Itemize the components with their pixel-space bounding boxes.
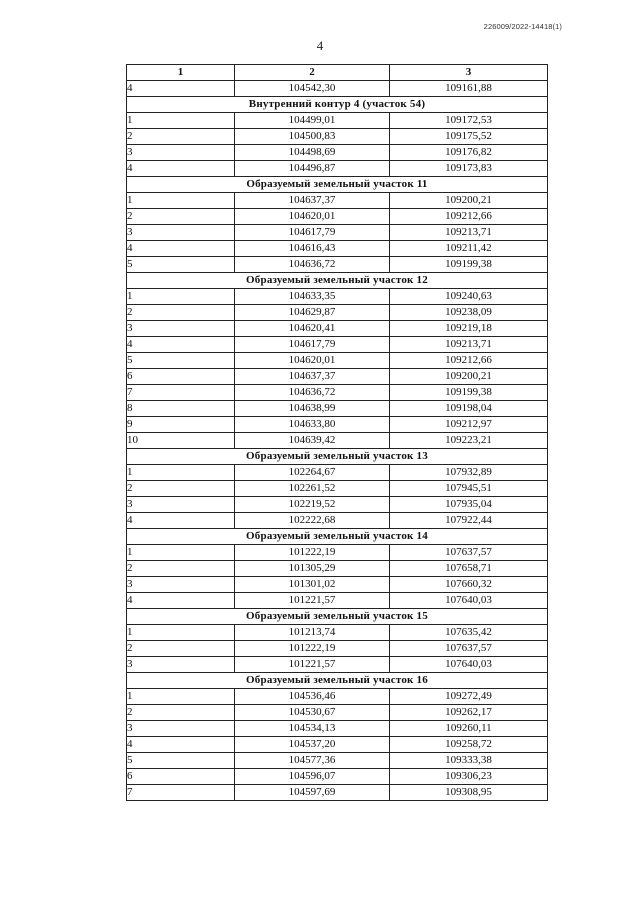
x-coordinate: 104597,69 xyxy=(235,785,390,801)
x-coordinate: 104637,37 xyxy=(235,369,390,385)
x-coordinate: 102261,52 xyxy=(235,481,390,497)
table-row xyxy=(127,289,548,305)
table-row xyxy=(127,145,548,161)
point-number: 4 xyxy=(127,241,235,257)
y-coordinate: 109161,88 xyxy=(390,81,548,97)
table-row xyxy=(127,209,548,225)
section-header-row xyxy=(127,273,548,289)
x-coordinate: 104534,13 xyxy=(235,721,390,737)
point-number: 3 xyxy=(127,577,235,593)
x-coordinate: 101301,02 xyxy=(235,577,390,593)
table-row xyxy=(127,241,548,257)
x-coordinate: 104620,01 xyxy=(235,353,390,369)
y-coordinate: 107635,42 xyxy=(390,625,548,641)
y-coordinate: 107660,32 xyxy=(390,577,548,593)
table-row xyxy=(127,353,548,369)
y-coordinate: 107932,89 xyxy=(390,465,548,481)
table-row xyxy=(127,161,548,177)
y-coordinate: 107637,57 xyxy=(390,545,548,561)
point-number: 3 xyxy=(127,321,235,337)
table-row xyxy=(127,129,548,145)
section-title: Образуемый земельный участок 11 xyxy=(127,177,548,193)
y-coordinate: 109333,38 xyxy=(390,753,548,769)
table-row xyxy=(127,577,548,593)
point-number: 3 xyxy=(127,721,235,737)
point-number: 3 xyxy=(127,657,235,673)
table-row xyxy=(127,257,548,273)
y-coordinate: 107637,57 xyxy=(390,641,548,657)
table-row xyxy=(127,337,548,353)
table-row xyxy=(127,321,548,337)
table-row xyxy=(127,513,548,529)
table-row xyxy=(127,625,548,641)
table-row xyxy=(127,593,548,609)
section-title: Образуемый земельный участок 12 xyxy=(127,273,548,289)
table-row xyxy=(127,769,548,785)
coordinates-table xyxy=(126,64,548,801)
section-title: Образуемый земельный участок 15 xyxy=(127,609,548,625)
table-row xyxy=(127,497,548,513)
point-number: 3 xyxy=(127,497,235,513)
point-number: 4 xyxy=(127,513,235,529)
point-number: 2 xyxy=(127,209,235,225)
y-coordinate: 109213,71 xyxy=(390,337,548,353)
y-coordinate: 109176,82 xyxy=(390,145,548,161)
x-coordinate: 101222,19 xyxy=(235,545,390,561)
point-number: 8 xyxy=(127,401,235,417)
x-coordinate: 104633,80 xyxy=(235,417,390,433)
section-header-row xyxy=(127,673,548,689)
point-number: 5 xyxy=(127,353,235,369)
point-number: 4 xyxy=(127,593,235,609)
y-coordinate: 109260,11 xyxy=(390,721,548,737)
x-coordinate: 104530,67 xyxy=(235,705,390,721)
section-header-row xyxy=(127,529,548,545)
x-coordinate: 104638,99 xyxy=(235,401,390,417)
table-row xyxy=(127,481,548,497)
y-coordinate: 109272,49 xyxy=(390,689,548,705)
y-coordinate: 109219,18 xyxy=(390,321,548,337)
point-number: 3 xyxy=(127,145,235,161)
y-coordinate: 107640,03 xyxy=(390,593,548,609)
point-number: 4 xyxy=(127,161,235,177)
y-coordinate: 109240,63 xyxy=(390,289,548,305)
point-number: 4 xyxy=(127,337,235,353)
point-number: 2 xyxy=(127,481,235,497)
y-coordinate: 107935,04 xyxy=(390,497,548,513)
header-row xyxy=(127,65,548,81)
page-number: 4 xyxy=(316,38,324,53)
x-coordinate: 102264,67 xyxy=(235,465,390,481)
point-number: 5 xyxy=(127,257,235,273)
x-coordinate: 101213,74 xyxy=(235,625,390,641)
x-coordinate: 104537,20 xyxy=(235,737,390,753)
x-coordinate: 104639,42 xyxy=(235,433,390,449)
section-header-row xyxy=(127,97,548,113)
x-coordinate: 104500,83 xyxy=(235,129,390,145)
y-coordinate: 109173,83 xyxy=(390,161,548,177)
table-row xyxy=(127,641,548,657)
y-coordinate: 107945,51 xyxy=(390,481,548,497)
y-coordinate: 109200,21 xyxy=(390,193,548,209)
table-row xyxy=(127,657,548,673)
y-coordinate: 109238,09 xyxy=(390,305,548,321)
table-row xyxy=(127,785,548,801)
x-coordinate: 104616,43 xyxy=(235,241,390,257)
document-id: 226009/2022-14418(1) xyxy=(483,22,562,31)
table-row xyxy=(127,417,548,433)
table-header xyxy=(127,65,548,81)
column-header-point: 1 xyxy=(127,65,235,81)
x-coordinate: 104636,72 xyxy=(235,257,390,273)
x-coordinate: 104498,69 xyxy=(235,145,390,161)
x-coordinate: 101221,57 xyxy=(235,657,390,673)
x-coordinate: 104499,01 xyxy=(235,113,390,129)
x-coordinate: 101221,57 xyxy=(235,593,390,609)
table-row xyxy=(127,369,548,385)
section-header-row xyxy=(127,449,548,465)
table-row xyxy=(127,753,548,769)
section-title: Образуемый земельный участок 13 xyxy=(127,449,548,465)
point-number: 1 xyxy=(127,465,235,481)
x-coordinate: 104536,46 xyxy=(235,689,390,705)
x-coordinate: 104542,30 xyxy=(235,81,390,97)
point-number: 10 xyxy=(127,433,235,449)
column-header-x: 2 xyxy=(235,65,390,81)
section-title: Образуемый земельный участок 14 xyxy=(127,529,548,545)
x-coordinate: 102219,52 xyxy=(235,497,390,513)
x-coordinate: 101222,19 xyxy=(235,641,390,657)
y-coordinate: 109200,21 xyxy=(390,369,548,385)
y-coordinate: 109199,38 xyxy=(390,385,548,401)
table-row xyxy=(127,193,548,209)
table-row xyxy=(127,705,548,721)
x-coordinate: 104629,87 xyxy=(235,305,390,321)
section-title: Образуемый земельный участок 16 xyxy=(127,673,548,689)
section-title: Внутренний контур 4 (участок 54) xyxy=(127,97,548,113)
point-number: 3 xyxy=(127,225,235,241)
x-coordinate: 104633,35 xyxy=(235,289,390,305)
point-number: 1 xyxy=(127,545,235,561)
point-number: 6 xyxy=(127,769,235,785)
point-number: 5 xyxy=(127,753,235,769)
point-number: 1 xyxy=(127,113,235,129)
x-coordinate: 104577,36 xyxy=(235,753,390,769)
point-number: 1 xyxy=(127,689,235,705)
point-number: 6 xyxy=(127,369,235,385)
y-coordinate: 109258,72 xyxy=(390,737,548,753)
x-coordinate: 104596,07 xyxy=(235,769,390,785)
table-row xyxy=(127,305,548,321)
y-coordinate: 109223,21 xyxy=(390,433,548,449)
table-row xyxy=(127,465,548,481)
column-header-y: 3 xyxy=(390,65,548,81)
y-coordinate: 109199,38 xyxy=(390,257,548,273)
point-number: 1 xyxy=(127,193,235,209)
x-coordinate: 102222,68 xyxy=(235,513,390,529)
point-number: 2 xyxy=(127,705,235,721)
y-coordinate: 109306,23 xyxy=(390,769,548,785)
table-row xyxy=(127,545,548,561)
table-row xyxy=(127,433,548,449)
y-coordinate: 109212,97 xyxy=(390,417,548,433)
y-coordinate: 109172,53 xyxy=(390,113,548,129)
y-coordinate: 109262,17 xyxy=(390,705,548,721)
y-coordinate: 109212,66 xyxy=(390,353,548,369)
table-row xyxy=(127,401,548,417)
y-coordinate: 109211,42 xyxy=(390,241,548,257)
x-coordinate: 104636,72 xyxy=(235,385,390,401)
table-row xyxy=(127,385,548,401)
point-number: 1 xyxy=(127,625,235,641)
table-row xyxy=(127,737,548,753)
y-coordinate: 109308,95 xyxy=(390,785,548,801)
y-coordinate: 107640,03 xyxy=(390,657,548,673)
x-coordinate: 104620,41 xyxy=(235,321,390,337)
point-number: 2 xyxy=(127,561,235,577)
table-row xyxy=(127,225,548,241)
point-number: 9 xyxy=(127,417,235,433)
y-coordinate: 107922,44 xyxy=(390,513,548,529)
x-coordinate: 104617,79 xyxy=(235,337,390,353)
table-row xyxy=(127,561,548,577)
x-coordinate: 101305,29 xyxy=(235,561,390,577)
point-number: 2 xyxy=(127,641,235,657)
point-number: 4 xyxy=(127,81,235,97)
section-header-row xyxy=(127,177,548,193)
point-number: 2 xyxy=(127,305,235,321)
y-coordinate: 109212,66 xyxy=(390,209,548,225)
table-body xyxy=(127,81,548,801)
x-coordinate: 104617,79 xyxy=(235,225,390,241)
y-coordinate: 109198,04 xyxy=(390,401,548,417)
point-number: 7 xyxy=(127,385,235,401)
y-coordinate: 109175,52 xyxy=(390,129,548,145)
x-coordinate: 104637,37 xyxy=(235,193,390,209)
point-number: 7 xyxy=(127,785,235,801)
point-number: 4 xyxy=(127,737,235,753)
point-number: 2 xyxy=(127,129,235,145)
x-coordinate: 104496,87 xyxy=(235,161,390,177)
point-number: 1 xyxy=(127,289,235,305)
y-coordinate: 107658,71 xyxy=(390,561,548,577)
table-row xyxy=(127,721,548,737)
table-row xyxy=(127,81,548,97)
section-header-row xyxy=(127,609,548,625)
table-row xyxy=(127,689,548,705)
x-coordinate: 104620,01 xyxy=(235,209,390,225)
y-coordinate: 109213,71 xyxy=(390,225,548,241)
table-row xyxy=(127,113,548,129)
